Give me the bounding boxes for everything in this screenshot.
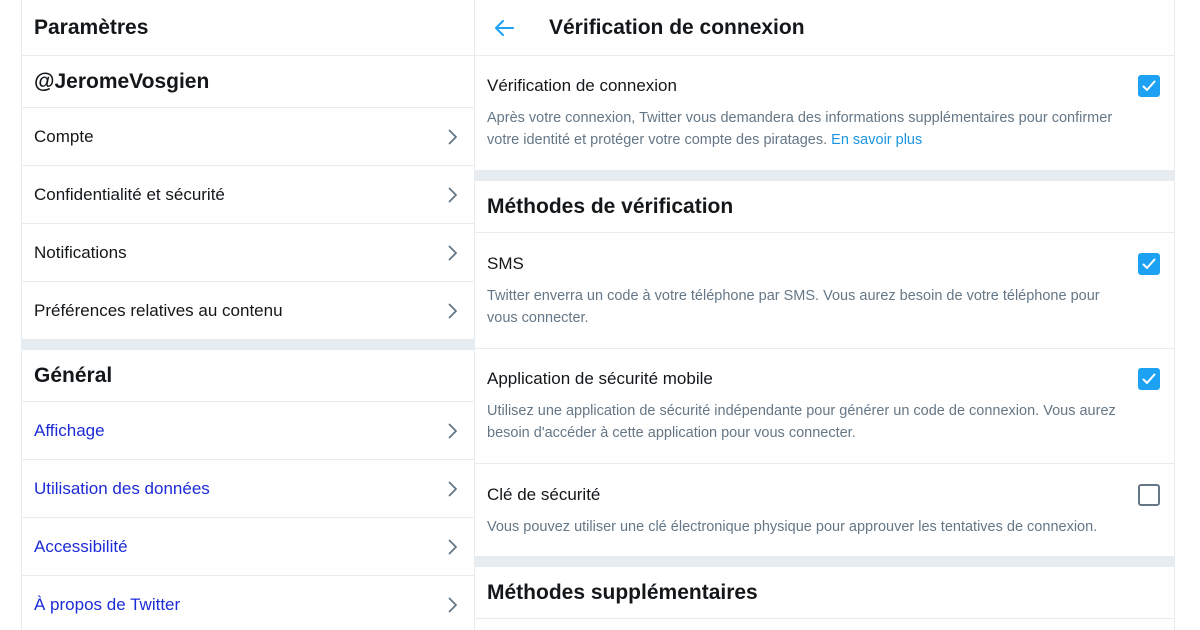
additional-methods-section-header xyxy=(475,567,1174,619)
method-security-key xyxy=(475,464,1174,557)
login-verification-description xyxy=(487,107,1160,151)
account-section-header xyxy=(22,56,474,108)
panel-header xyxy=(475,0,1174,56)
chevron-right-icon xyxy=(446,422,460,440)
method-security-key-row xyxy=(487,484,1160,506)
checkmark-icon xyxy=(1142,373,1156,385)
methods-section-header xyxy=(475,181,1174,233)
menu-item-label: À propos de Twitter xyxy=(34,594,181,614)
menu-item-label: Confidentialité et sécurité xyxy=(34,184,225,204)
login-verification-panel xyxy=(475,0,1175,630)
chevron-right-icon xyxy=(446,596,460,614)
method-mobile-app-row xyxy=(487,368,1160,390)
additional-methods-heading: Méthodes supplémentaires xyxy=(487,580,758,604)
back-arrow-icon[interactable] xyxy=(493,17,515,39)
menu-item-preferences-contenu[interactable] xyxy=(22,282,474,340)
chevron-right-icon xyxy=(446,302,460,320)
menu-item-affichage[interactable] xyxy=(22,402,474,460)
login-verification-row xyxy=(487,75,1160,97)
chevron-right-icon xyxy=(446,128,460,146)
general-heading: Général xyxy=(34,363,113,387)
menu-item-label: Affichage xyxy=(34,420,105,440)
sms-checkbox[interactable] xyxy=(1138,253,1160,275)
menu-item-label: Préférences relatives au contenu xyxy=(34,300,283,320)
checkmark-icon xyxy=(1142,258,1156,270)
mobile-app-checkbox[interactable] xyxy=(1138,368,1160,390)
login-verification-desc-text: Après votre connexion, Twitter vous demandera des informations supplémentaires pour confirmer votre identité et protéger votre compte des piratages. xyxy=(487,110,1113,148)
login-verification-checkbox[interactable] xyxy=(1138,75,1160,97)
menu-item-a-propos[interactable] xyxy=(22,576,474,630)
username-heading: @JeromeVosgien xyxy=(34,69,210,93)
chevron-right-icon xyxy=(446,244,460,262)
chevron-right-icon xyxy=(446,186,460,204)
section-divider xyxy=(22,340,474,350)
menu-item-label: Accessibilité xyxy=(34,536,128,556)
menu-item-accessibilite[interactable] xyxy=(22,518,474,576)
methods-heading: Méthodes de vérification xyxy=(487,194,734,218)
checkmark-icon xyxy=(1142,80,1156,92)
menu-item-label: Notifications xyxy=(34,242,127,262)
menu-item-compte[interactable] xyxy=(22,108,474,166)
security-key-checkbox[interactable] xyxy=(1138,484,1160,506)
method-label: SMS xyxy=(487,254,524,273)
method-label: Clé de sécurité xyxy=(487,485,601,504)
login-verification-setting xyxy=(475,56,1174,171)
panel-title: Vérification de connexion xyxy=(549,15,805,39)
settings-title: Paramètres xyxy=(34,15,149,39)
general-section-header xyxy=(22,350,474,402)
menu-item-label: Compte xyxy=(34,126,94,146)
learn-more-link[interactable]: En savoir plus xyxy=(831,132,923,148)
section-divider xyxy=(475,557,1174,567)
method-sms-row xyxy=(487,253,1160,275)
method-label: Application de sécurité mobile xyxy=(487,369,713,388)
menu-item-confidentialite[interactable] xyxy=(22,166,474,224)
menu-item-label: Utilisation des données xyxy=(34,478,210,498)
method-mobile-app xyxy=(475,349,1174,464)
menu-item-utilisation-donnees[interactable] xyxy=(22,460,474,518)
method-description: Utilisez une application de sécurité indépendante pour générer un code de connexion. Vous aurez besoin d'accéder à cette application pour vous connecter. xyxy=(487,403,1116,441)
settings-header xyxy=(22,0,474,56)
settings-sidebar xyxy=(21,0,475,630)
method-description: Twitter enverra un code à votre téléphone par SMS. Vous aurez besoin de votre téléphone pour vous connecter. xyxy=(487,288,1100,326)
section-divider xyxy=(475,171,1174,181)
method-sms xyxy=(475,233,1174,349)
login-verification-label: Vérification de connexion xyxy=(487,76,677,95)
method-description: Vous pouvez utiliser une clé électronique physique pour approuver les tentatives de connexion. xyxy=(487,519,1098,535)
menu-item-notifications[interactable] xyxy=(22,224,474,282)
chevron-right-icon xyxy=(446,480,460,498)
chevron-right-icon xyxy=(446,538,460,556)
